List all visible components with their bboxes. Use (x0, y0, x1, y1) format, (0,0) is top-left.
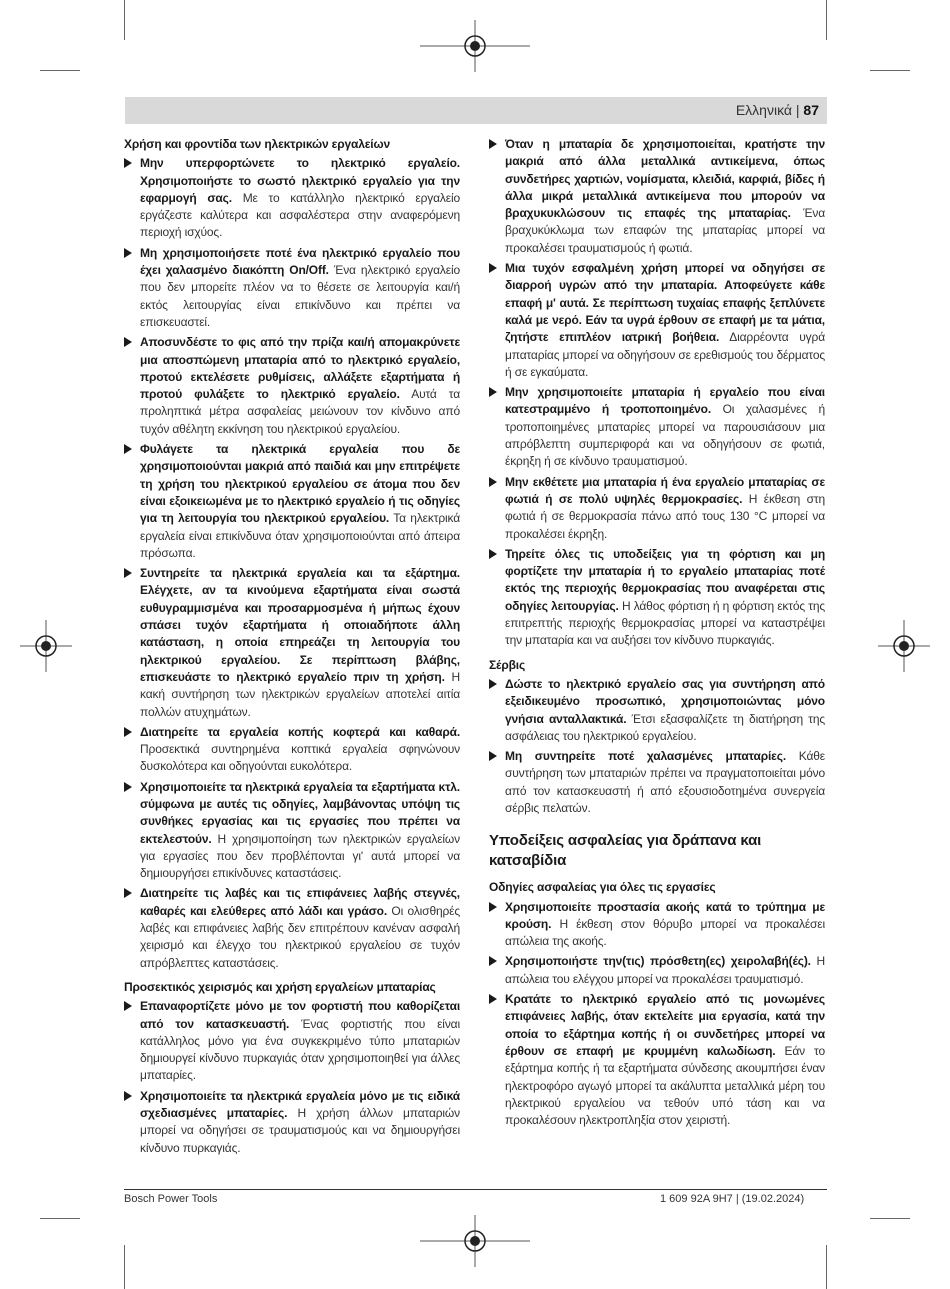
subheading-battery-tools: Προσεκτικός χειρισμός και χρήση εργαλείων μπαταρίας (124, 979, 436, 994)
list-item (489, 546, 825, 650)
crop-mark-top-left-h (40, 70, 80, 71)
bullet-arrow-icon (489, 902, 497, 912)
list-item (489, 991, 825, 1129)
bullet-arrow-icon (489, 994, 497, 1004)
list-item (124, 441, 460, 562)
footer-rule (124, 1189, 827, 1190)
page-header (125, 97, 827, 124)
item-text: Οι ολισθηρές λαβές και επιφάνειες λαβής δεν επιτρέπουν κανέναν ασφαλή χειρισμό και έλεγχο του ηλεκτρικού εργαλείου σε τυχόν απρόβλεπτες καταστάσεις. (140, 903, 460, 970)
crop-mark-bottom-left-h (40, 1218, 80, 1219)
item-text: Εάν το εξάρτημα κοπής ή τα εξαρτήματα σύνδεσης ακουμπήσει έναν ηλεκτροφόρο αγωγό μπορεί τα ακάλυπτα μεταλλικά μέρη του ηλεκτρικού εργαλείου να τεθούν υπό τάση και να προκαλέσουν ηλεκτροπληξία στον χειριστή. (505, 1043, 825, 1128)
bullet-arrow-icon (124, 1001, 132, 1011)
list-item (489, 136, 825, 257)
list-item (124, 779, 460, 883)
bullet-arrow-icon (124, 158, 132, 168)
item-text: Η χρησιμοποίηση των ηλεκτρικών εργαλείων για εργασίες που δεν προβλέπονται γι' αυτά μπορεί να δημιουργήσει επικίνδυνες καταστάσεις. (140, 831, 460, 881)
item-bold: Φυλάγετε τα ηλεκτρικά εργαλεία που δε χρησιμοποιούνται μακριά από παιδιά και μην επιτρέψετε τη χρήση του ηλεκτρικού εργαλείου σε άτομα που δεν είναι εξοικειωμένα με το ηλεκτρικό εργαλείο ή τις οδηγίες για τη λειτουργία του ηλεκτρικού εργαλείου. (140, 442, 460, 526)
item-bold: Μη συντηρείτε ποτέ χαλασμένες μπαταρίες. (505, 749, 787, 764)
item-text: Η έκθεση στη φωτιά ή σε θερμοκρασία πάνω από τους 130 °C μπορεί να προκαλέσει έκρηξη. (505, 491, 825, 541)
item-text: Η κακή συντήρηση των ηλεκτρικών εργαλείων αποτελεί αιτία πολλών ατυχημάτων. (140, 669, 461, 719)
crop-mark-bottom-right-v (826, 1245, 827, 1289)
item-text: Με το κατάλληλο ηλεκτρικό εργαλείο εργάζεστε καλύτερα και ασφαλέστερα στην αναφερόμενη περιοχή ισχύος. (140, 190, 460, 240)
bullet-arrow-icon (489, 263, 497, 273)
bullet-arrow-icon (124, 727, 132, 737)
crop-mark-bottom-right-h (870, 1218, 910, 1219)
crop-mark-top-left-v (124, 0, 125, 40)
item-bold: Όταν η μπαταρία δε χρησιμοποιείται, κρατήστε την μακριά από άλλα μεταλλικά αντικείμενα, όπως συνδετήρες χαρτιών, νομίσματα, κλειδιά, καρφιά, βίδες ή άλλα μικρά μεταλλικά αντικείμενα που μπορούν να βραχυκυκλώσουν τις επαφές της μπαταρίας. (505, 137, 825, 221)
item-bold: Συντηρείτε τα ηλεκτρικά εργαλεία και τα εξάρτημα. Ελέγχετε, αν τα κινούμενα εξαρτήματα είναι σωστά ευθυγραμμισμένα και προσαρμοσμένα ή μήπως έχουν σπάσει τυχόν εξαρτήματα ή οποιαδήποτε άλλη κατάσταση, η οποία επηρεάζει τη λειτουργία του ηλεκτρικού εργαλείου. Σε περίπτωση βλάβης, επισκευάστε το ηλεκτρικό εργαλείο πριν τη χρήση. (140, 566, 460, 684)
item-bold: Αποσυνδέστε το φις από την πρίζα και/ή απομακρύνετε μια αποσπώμενη μπαταρία από το ηλεκτρικό εργαλείο, προτού εκτελέσετε ρυθμίσεις, αλλάξετε εξαρτήματα ή προτού φυλάξετε το ηλεκτρικό εργαλείο. (140, 335, 460, 402)
item-text: Προσεκτικά συντηρημένα κοπτικά εργαλεία σφηνώνουν δυσκολότερα και οδηγούνται ευκολότερα. (140, 742, 460, 774)
item-text: Κάθε συντήρηση των μπαταριών πρέπει να πραγματοποιείται μόνο από τον κατασκευαστή ή από εξουσιοδοτημένα συνεργεία σέρβις πελατών. (505, 749, 826, 815)
subheading-all-operations: Οδηγίες ασφαλείας για όλες τις εργασίες (489, 880, 716, 895)
header-text (736, 102, 819, 118)
list-item (489, 474, 825, 543)
item-bold: Χρησιμοποιείτε τα ηλεκτρικά εργαλεία μόνο με τις ειδικά σχεδιασμένες μπαταρίες. (140, 1088, 460, 1121)
bullet-arrow-icon (489, 387, 497, 397)
crop-mark-top-right-h (870, 70, 910, 71)
list-item (489, 748, 825, 817)
registration-mark-left-icon (20, 620, 72, 672)
item-bold: Δώστε το ηλεκτρικό εργαλείο σας για συντήρηση από εξειδικευμένο προσωπικό, χρησιμοποιώντας μόνο γνήσια ανταλλακτικά. (505, 676, 825, 726)
crop-mark-bottom-left-v (124, 1245, 125, 1289)
registration-mark-top-icon (420, 20, 530, 72)
item-text: Αυτά τα προληπτικά μέτρα ασφαλείας μειώνουν τον κίνδυνο από τυχόν αθέλητη εκκίνηση του ηλεκτρικού εργαλείου. (140, 387, 460, 436)
item-text: Διαρρέοντα υγρά μπαταρίας μπορεί να οδηγήσουν σε ερεθισμούς του δέρματος ή σε εγκαύματα. (505, 330, 825, 379)
item-text: Η απώλεια του ελέγχου μπορεί να προκαλέσει τραυματισμό. (505, 954, 825, 986)
item-bold: Επαναφορτίζετε μόνο με τον φορτιστή που καθορίζεται από τον κατασκευαστή. (140, 999, 460, 1031)
item-bold: Τηρείτε όλες τις υποδείξεις για τη φόρτιση και μη φορτίζετε την μπαταρία ή το εργαλείο μπαταρίας ποτέ εκτός της περιοχής θερμοκρασίας που αναφέρεται στις οδηγίες λειτουργίας. (505, 546, 825, 613)
item-bold: Χρησιμοποιείτε προστασία ακοής κατά το τρύπημα με κρούση. (505, 899, 825, 931)
item-bold: Μην υπερφορτώνετε το ηλεκτρικό εργαλείο. Χρησιμοποιήστε το σωστό ηλεκτρικό εργαλείο για την εφαρμογή σας. (140, 156, 460, 205)
bullet-arrow-icon (124, 782, 132, 792)
item-bold: Μη χρησιμοποιήσετε ποτέ ένα ηλεκτρικό εργαλείο που έχει χαλασμένο διακόπτη On/Off. (140, 245, 460, 278)
item-bold: Μην χρησιμοποιείτε μπαταρία ή εργαλείο που είναι κατεστραμμένο ή τροποποιημένο. (505, 385, 825, 417)
left-column (124, 136, 460, 1160)
section-title: Υποδείξεις ασφαλείας για δράπανα και κατσαβίδια (489, 832, 762, 870)
list-item (124, 724, 460, 776)
bullet-arrow-icon (489, 679, 497, 689)
bullet-arrow-icon (124, 888, 132, 898)
registration-mark-bottom-icon (420, 1215, 530, 1267)
bullet-arrow-icon (124, 568, 132, 578)
item-bold: Χρησιμοποιείτε τα ηλεκτρικά εργαλεία τα εξαρτήματα κτλ. σύμφωνα με αυτές τις οδηγίες, λαμβάνοντας υπόψη τις συνθήκες εργασίας και τις εργασίες που πρέπει να εκτελεστούν. (140, 779, 460, 846)
list-item (124, 155, 460, 241)
item-bold: Μην εκθέτετε μια μπαταρία ή ένα εργαλείο μπαταρίας σε φωτιά ή σε πολύ υψηλές θερμοκρασίες. (505, 474, 825, 506)
list-item (124, 885, 460, 971)
list-item (124, 334, 460, 438)
item-text: Η λάθος φόρτιση ή η φόρτιση εκτός της επιτρεπτής περιοχής θερμοκρασίας μπορεί να καταστρέψει την μπαταρία και να αυξήσει τον κίνδυνο πυρκαγιάς. (505, 598, 826, 648)
item-text: Οι χαλασμένες ή τροποποιημένες μπαταρίες μπορεί να παρουσιάσουν μια απρόβλεπτη συμπεριφορά και να οδηγήσουν σε φωτιά, έκρηξη ή σε κίνδυνο τραυματισμού. (505, 402, 825, 469)
header-separator: | (792, 102, 804, 118)
page-number: 87 (803, 102, 819, 118)
bullet-arrow-icon (124, 248, 132, 258)
list-item (489, 899, 825, 951)
bullet-arrow-icon (124, 1091, 132, 1101)
item-bold: Διατηρείτε τα εργαλεία κοπής κοφτερά και καθαρά. (140, 724, 460, 739)
bullet-arrow-icon (489, 751, 497, 761)
list-item (489, 676, 825, 745)
footer-doc-number: 1 609 92A 9H7 | (19.02.2024) (660, 1193, 805, 1205)
list-item (124, 245, 460, 331)
footer-brand: Bosch Power Tools (124, 1193, 218, 1205)
list-item (489, 384, 825, 470)
item-bold: Κρατάτε το ηλεκτρικό εργαλείο από τις μονωμένες επιφάνειες λαβής, όταν εκτελείτε μια εργασία, κατά την οποία το εξάρτημα κοπής ή οι συνδετήρες μπορεί να έρθουν σε επαφή με κρυμμένη καλωδίωση. (505, 992, 825, 1058)
list-item (124, 565, 460, 721)
item-bold: Χρησιμοποιήστε την(τις) πρόσθετη(ες) χειρολαβή(ές). (505, 954, 811, 969)
item-text: Ένα βραχυκύκλωμα των επαφών της μπαταρίας μπορεί να προκαλέσει τραυματισμούς ή φωτιά. (505, 206, 825, 255)
list-item (489, 953, 825, 988)
list-item (489, 260, 825, 381)
bullet-arrow-icon (489, 477, 497, 487)
item-text: Τα ηλεκτρικά εργαλεία είναι επικίνδυνα όταν χρησιμοποιούνται από άπειρα πρόσωπα. (140, 511, 461, 560)
bullet-arrow-icon (489, 956, 497, 966)
registration-mark-right-icon (878, 620, 930, 672)
header-language: Ελληνικά (735, 102, 792, 118)
list-item (124, 1088, 460, 1157)
bullet-arrow-icon (124, 444, 132, 454)
item-bold: Διατηρείτε τις λαβές και τις επιφάνειες λαβής στεγνές, καθαρές και ελεύθερες από λάδι και γράσο. (140, 886, 460, 918)
item-text: Η χρήση άλλων μπαταριών μπορεί να οδηγήσει σε τραυματισμούς και να δημιουργήσει κίνδυνο πυρκαγιάς. (140, 1106, 460, 1155)
subheading-tool-use: Χρήση και φροντίδα των ηλεκτρικών εργαλείων (124, 137, 390, 151)
bullet-arrow-icon (489, 139, 497, 149)
item-text: Έτσι εξασφαλίζετε τη διατήρηση της ασφάλειας του ηλεκτρικού εργαλείου. (505, 711, 825, 743)
bullet-arrow-icon (489, 549, 497, 559)
item-text: Η έκθεση στον θόρυβο μπορεί να προκαλέσει απώλεια της ακοής. (505, 916, 825, 949)
list-item (124, 998, 460, 1084)
right-column (489, 136, 825, 1132)
crop-mark-top-right-v (826, 0, 827, 40)
item-text: Ένας φορτιστής που είναι κατάλληλος μόνο για ένα συγκεκριμένο τύπο μπαταριών δημιουργεί κίνδυνο πυρκαγιάς όταν χρησιμοποιηθεί για άλλες μπαταρίες. (140, 1016, 460, 1083)
item-bold: Μια τυχόν εσφαλμένη χρήση μπορεί να οδηγήσει σε διαρροή υγρών από την μπαταρία. Αποφεύγετε κάθε επαφή μ' αυτά. Σε περίπτωση τυχαίας επαφής ξεπλύνετε καλά με νερό. Εάν τα υγρά έρθουν σε επαφή με τα μάτια, ζητήστε επιπλέον ιατρική βοήθεια. (505, 261, 825, 345)
bullet-arrow-icon (124, 337, 132, 347)
item-text: Ένα ηλεκτρικό εργαλείο που δεν μπορείτε πλέον να το θέσετε σε λειτουργία και/ή εκτός λειτουργίας είναι επικίνδυνο και πρέπει να επισκευαστεί. (140, 263, 460, 329)
subheading-service: Σέρβις (489, 657, 526, 672)
